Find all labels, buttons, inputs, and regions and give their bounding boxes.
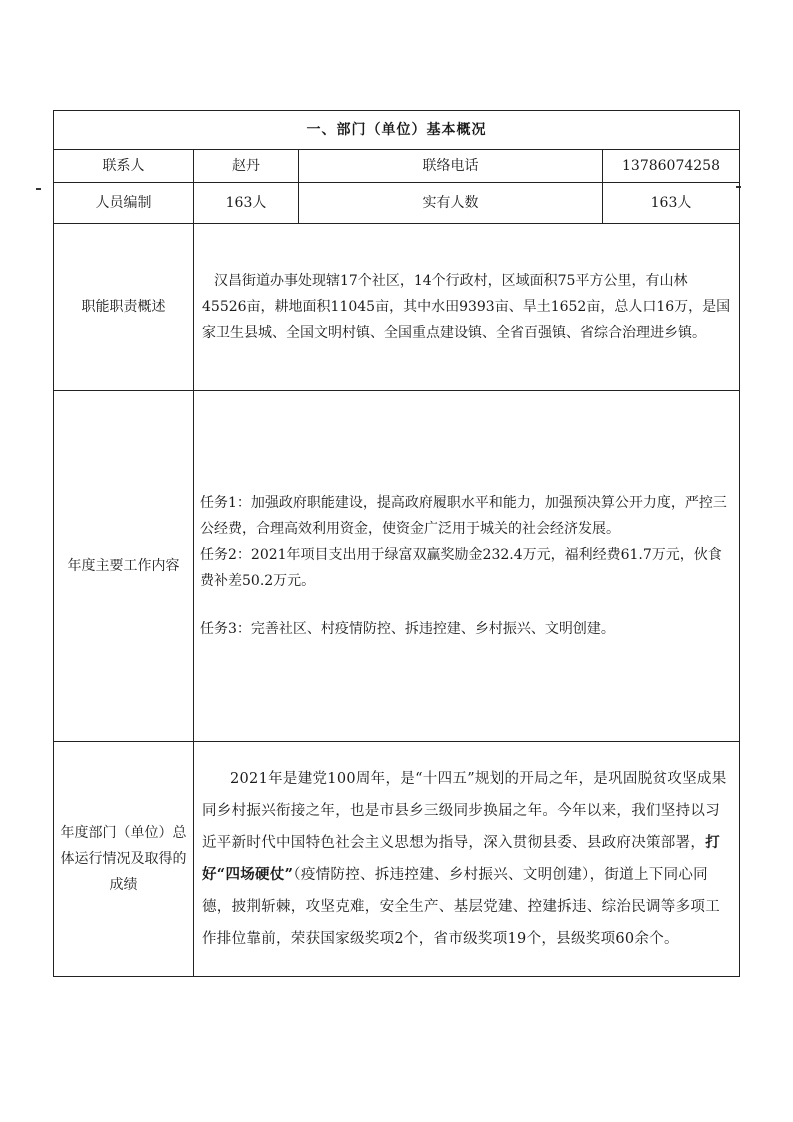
performance-text-bold: 打好“四场硬仗” bbox=[202, 834, 721, 883]
staff-actual-label: 实有人数 bbox=[299, 183, 603, 224]
performance-text-b: （疫情防控、拆违控建、乡村振兴、文明创建），街道上下同心同德，披荆斩棘，攻坚克难，安全生产、基层党建、控建拆违、综治民调等多项工作排位靠前，荣获国家级奖项2个，省市级奖项19个，县级奖项60余个。 bbox=[202, 867, 720, 947]
performance-label: 年度部门（单位）总体运行情况及取得的成绩 bbox=[60, 825, 187, 893]
contact-person-label: 联系人 bbox=[54, 150, 194, 183]
performance-cell bbox=[194, 742, 740, 977]
staff-quota-label: 人员编制 bbox=[54, 183, 194, 224]
duty-cell bbox=[194, 224, 740, 391]
contact-phone-value: 13786074258 bbox=[603, 150, 740, 183]
performance-label-cell bbox=[54, 742, 194, 977]
work-content bbox=[194, 490, 739, 642]
performance-text-a: 2021年是建党100周年，是“十四五”规划的开局之年，是巩固脱贫攻坚成果同乡村振兴衔接之年，也是市县乡三级同步换届之年。今年以来，我们坚持以习近平新时代中国特色社会主义思想为指导，深入贯彻县委、县政府决策部署， bbox=[202, 771, 727, 851]
performance-text bbox=[194, 763, 739, 955]
work-task-3: 任务3：完善社区、村疫情防控、拆违控建、乡村振兴、文明创建。 bbox=[200, 621, 615, 637]
duty-text: 汉昌街道办事处现辖17个社区，14个行政村，区域面积75平方公里，有山林45526亩，耕地面积11045亩，其中水田9393亩、旱土1652亩，总人口16万，是国家卫生县城、全国文明村镇、全国重点建设镇、全省百强镇、省综合治理进乡镇。 bbox=[202, 273, 731, 341]
contact-phone-label: 联络电话 bbox=[299, 150, 603, 183]
work-label: 年度主要工作内容 bbox=[54, 391, 194, 742]
section-title: 一、部门（单位）基本概况 bbox=[54, 111, 740, 150]
contact-person-value: 赵丹 bbox=[194, 150, 299, 183]
basic-info-table bbox=[53, 110, 740, 977]
duty-label: 职能职责概述 bbox=[54, 224, 194, 391]
work-cell bbox=[194, 391, 740, 742]
staff-quota-value: 163人 bbox=[194, 183, 299, 224]
work-task-1: 任务1：加强政府职能建设，提高政府履职水平和能力，加强预决算公开力度，严控三公经费，合理高效利用资金，使资金广泛用于城关的社会经济发展。 bbox=[200, 495, 727, 537]
staff-actual-value: 163人 bbox=[603, 183, 740, 224]
work-task-2: 任务2：2021年项目支出用于绿富双赢奖励金232.4万元，福利经费61.7万元，伙食费补差50.2万元。 bbox=[200, 547, 722, 589]
margin-mark-left bbox=[36, 188, 41, 190]
